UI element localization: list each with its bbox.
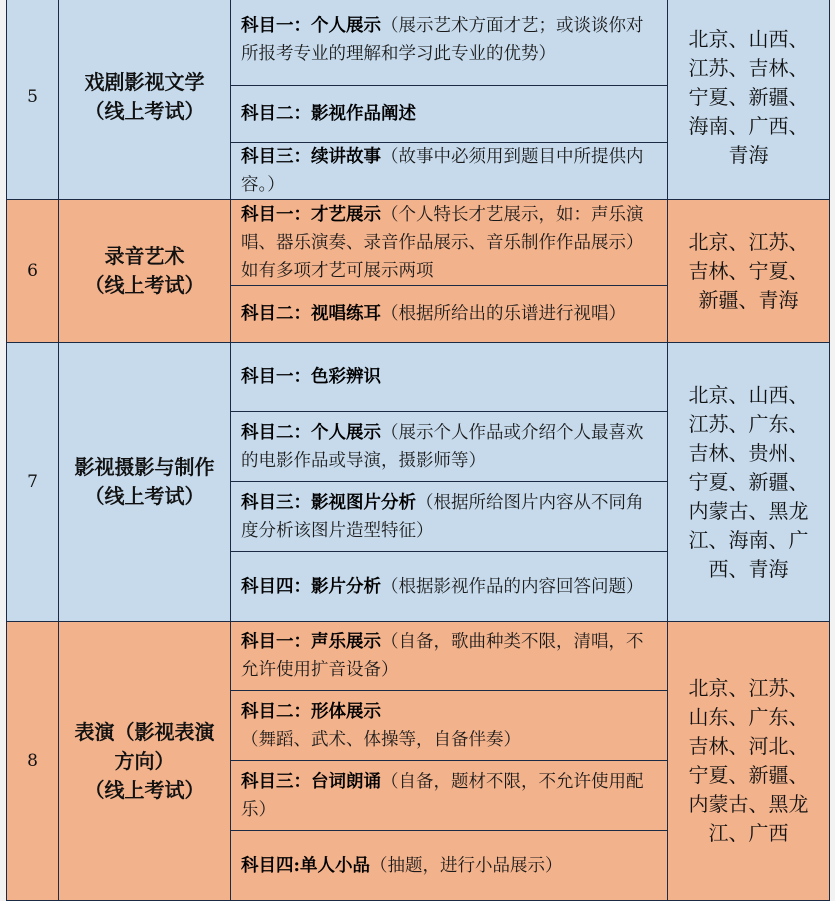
subject-cell (231, 143, 668, 200)
exam-mode: （线上考试） (84, 484, 205, 508)
row-number: 6 (7, 200, 59, 343)
subject-cell (231, 831, 668, 901)
exam-mode: （线上考试） (84, 99, 205, 123)
subject-desc: （故事中必须用到题目中所提供内容。） (241, 147, 644, 195)
subject-desc: （展示艺术方面才艺；或谈谈你对所报考专业的理解和学习此专业的优势） (241, 16, 644, 64)
major-name: 戏剧影视文学 (84, 70, 205, 94)
row-number: 5 (7, 0, 59, 200)
major-name: 表演（影视表演方向） (74, 719, 215, 773)
subject-cell (231, 761, 668, 831)
subject-cell (231, 86, 668, 143)
subject-desc: （根据所给图片内容从不同角度分析该图片造型特征） (241, 492, 644, 541)
subject-title: 科目四：影片分析 (241, 576, 381, 597)
subject-title: 科目二：影视作品阐述 (241, 104, 416, 124)
subject-cell (231, 412, 668, 482)
subject-title: 科目四:单人小品 (241, 855, 370, 876)
major-cell (59, 343, 231, 622)
subject-title: 科目二：个人展示 (241, 422, 381, 443)
exam-mode: （线上考试） (84, 777, 205, 802)
subject-cell (231, 200, 668, 286)
major-cell (59, 622, 231, 901)
subject-desc: （根据所给出的乐谱进行视唱） (381, 304, 626, 324)
major-name: 录音艺术 (104, 244, 185, 268)
regions-cell: 北京、山西、江苏、广东、吉林、贵州、宁夏、新疆、内蒙古、黑龙江、海南、广西、青海 (668, 343, 830, 622)
subject-cell (231, 691, 668, 761)
subject-cell (231, 0, 668, 86)
major-cell (59, 200, 231, 343)
regions-cell: 北京、江苏、山东、广东、吉林、河北、宁夏、新疆、内蒙古、黑龙江、广西 (668, 622, 830, 901)
subject-desc: （自备，歌曲种类不限，清唱，不允许使用扩音设备） (241, 632, 644, 680)
subject-cell (231, 286, 668, 343)
subject-title: 科目一：声乐展示 (241, 632, 381, 652)
subject-title: 科目二：形体展示 (241, 701, 381, 722)
subject-desc: （根据影视作品的内容回答问题） (381, 576, 644, 597)
table-row (7, 622, 830, 691)
regions-cell: 北京、山西、江苏、吉林、宁夏、新疆、海南、广西、青海 (668, 0, 830, 200)
table-row (7, 0, 830, 86)
subject-title: 科目三：台词朗诵 (241, 771, 381, 792)
subject-cell (231, 622, 668, 691)
subject-desc: （自备，题材不限，不允许使用配乐） (241, 771, 644, 820)
subject-title: 科目三：续讲故事 (241, 147, 381, 167)
major-name: 影视摄影与制作 (74, 455, 215, 479)
exam-mode: （线上考试） (84, 273, 205, 297)
subject-cell (231, 552, 668, 622)
table-row (7, 343, 830, 412)
subject-title: 科目一：才艺展示 (241, 204, 381, 225)
subject-cell (231, 482, 668, 552)
exam-subjects-table (6, 0, 830, 901)
subject-title: 科目一：色彩辨识 (241, 367, 381, 387)
row-number: 7 (7, 343, 59, 622)
subject-desc: （展示个人作品或介绍个人最喜欢的电影作品或导演，摄影师等） (241, 422, 644, 471)
row-number: 8 (7, 622, 59, 901)
regions-cell: 北京、江苏、吉林、宁夏、新疆、青海 (668, 200, 830, 343)
subject-title: 科目三：影视图片分析 (241, 492, 416, 513)
subject-cell (231, 343, 668, 412)
subject-title: 科目二：视唱练耳 (241, 304, 381, 324)
table-row (7, 200, 830, 286)
subject-desc: （个人特长才艺展示，如：声乐演唱、器乐演奏、录音作品展示、音乐制作作品展示）如有多项才艺可展示两项 (241, 204, 644, 281)
subject-title: 科目一：个人展示 (241, 16, 381, 36)
major-cell (59, 0, 231, 200)
subject-desc: （抽题，进行小品展示） (369, 855, 563, 876)
subject-desc: （舞蹈、武术、体操等，自备伴奏） (241, 729, 521, 750)
